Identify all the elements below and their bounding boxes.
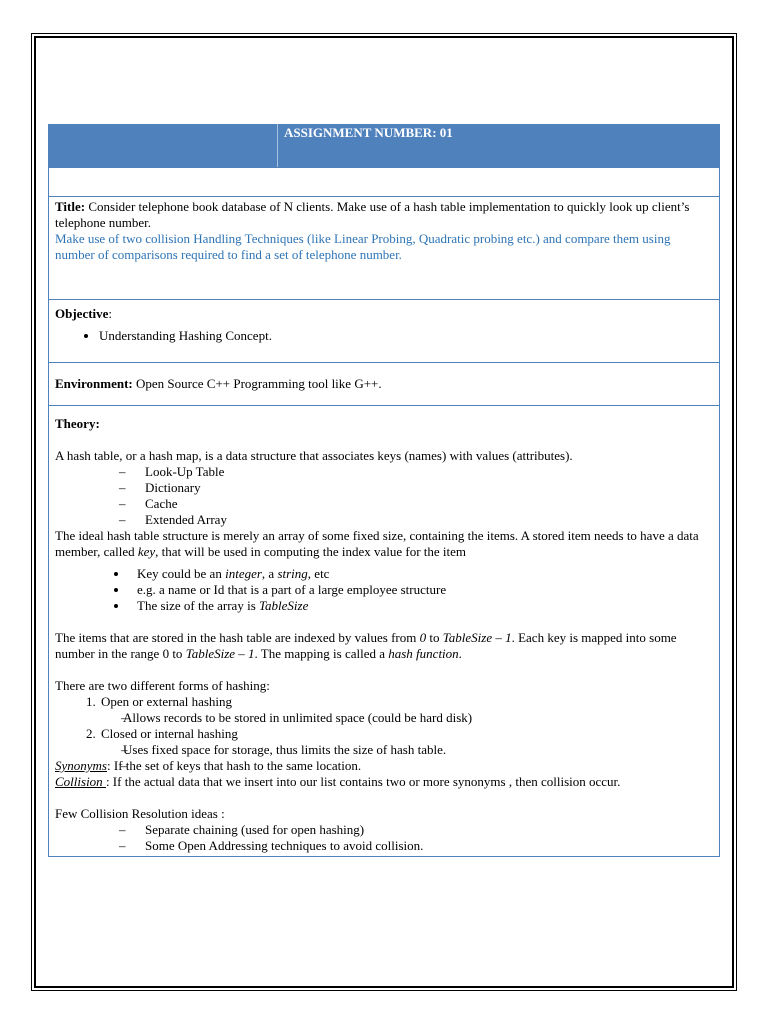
blank-row	[49, 168, 720, 197]
list-item: • e.g. a name or Id that is a part of a large employee structure	[129, 582, 713, 598]
synonyms-paragraph: Synonyms: If the set of keys that hash to the same location.	[55, 758, 362, 773]
list-item: • The size of the array is TableSize	[129, 598, 713, 614]
title-blue-text: Make use of two collision Handling Techniques (like Linear Probing, Quadratic probing etc.) and compare them using number of comparisons required to find a set of telephone number.	[55, 231, 671, 262]
assignment-table	[48, 124, 720, 857]
list-item: – Look-Up Table	[119, 464, 713, 480]
environment-text: Open Source C++ Programming tool like G++.	[132, 376, 382, 391]
list-item: – Allows records to be stored in unlimited space (could be hard disk)	[121, 710, 713, 726]
objective-row: Objective: • Understanding Hashing Concept.	[49, 300, 720, 363]
resolution-list	[55, 822, 713, 854]
environment-label: Environment:	[55, 376, 133, 391]
list-item: – Separate chaining (used for open hashing)	[119, 822, 713, 838]
assignment-number: ASSIGNMENT NUMBER: 01	[278, 125, 720, 168]
title-label: Title:	[55, 199, 86, 214]
hashing-forms-list	[55, 694, 713, 758]
list-item: – Some Open Addressing techniques to avoid collision.	[119, 838, 713, 854]
list-item: – Uses fixed space for storage, thus limits the size of hash table.	[121, 742, 713, 758]
list-item: – Dictionary	[119, 480, 713, 496]
ideal-paragraph: The ideal hash table structure is merely an array of some fixed size, containing the items. A stored item needs to have a data member, called key, that will be used in computing the index value for the item	[55, 528, 699, 559]
title-text: Consider telephone book database of N clients. Make use of a hash table implementation to quickly look up client’s telephone number.	[55, 199, 690, 230]
list-item: – Extended Array	[119, 512, 713, 528]
theory-label: Theory:	[55, 416, 100, 431]
environment-row	[49, 363, 720, 406]
theory-row	[49, 406, 720, 857]
list-item: • Understanding Hashing Concept.	[99, 328, 713, 344]
list-item: 2. Closed or internal hashing – Uses fixed space for storage, thus limits the size of hash table.	[99, 726, 713, 758]
title-row	[49, 197, 720, 300]
resolution-intro: Few Collision Resolution ideas :	[55, 806, 225, 821]
objective-label: Objective	[55, 306, 109, 321]
collision-paragraph: Collision : If the actual data that we insert into our list contains two or more synonyms , then collision occur.	[55, 774, 621, 789]
header-row	[49, 125, 720, 168]
list-item: 1. Open or external hashing – Allows records to be stored in unlimited space (could be hard disk)	[99, 694, 713, 726]
list-item: – Cache	[119, 496, 713, 512]
aka-list	[55, 464, 713, 528]
objective-list	[55, 328, 713, 344]
index-paragraph: The items that are stored in the hash table are indexed by values from 0 to TableSize – 1. Each key is mapped into some number in the range 0 to TableSize – 1. The mapping is called a hash function.	[55, 630, 677, 661]
forms-intro: There are two different forms of hashing:	[55, 678, 270, 693]
key-bullets	[55, 566, 713, 614]
header-left-cell	[49, 125, 278, 168]
title-paragraph	[55, 199, 713, 231]
theory-intro: A hash table, or a hash map, is a data structure that associates keys (names) with values (attributes).	[55, 448, 573, 463]
list-item: • Key could be an integer, a string, etc	[129, 566, 713, 582]
